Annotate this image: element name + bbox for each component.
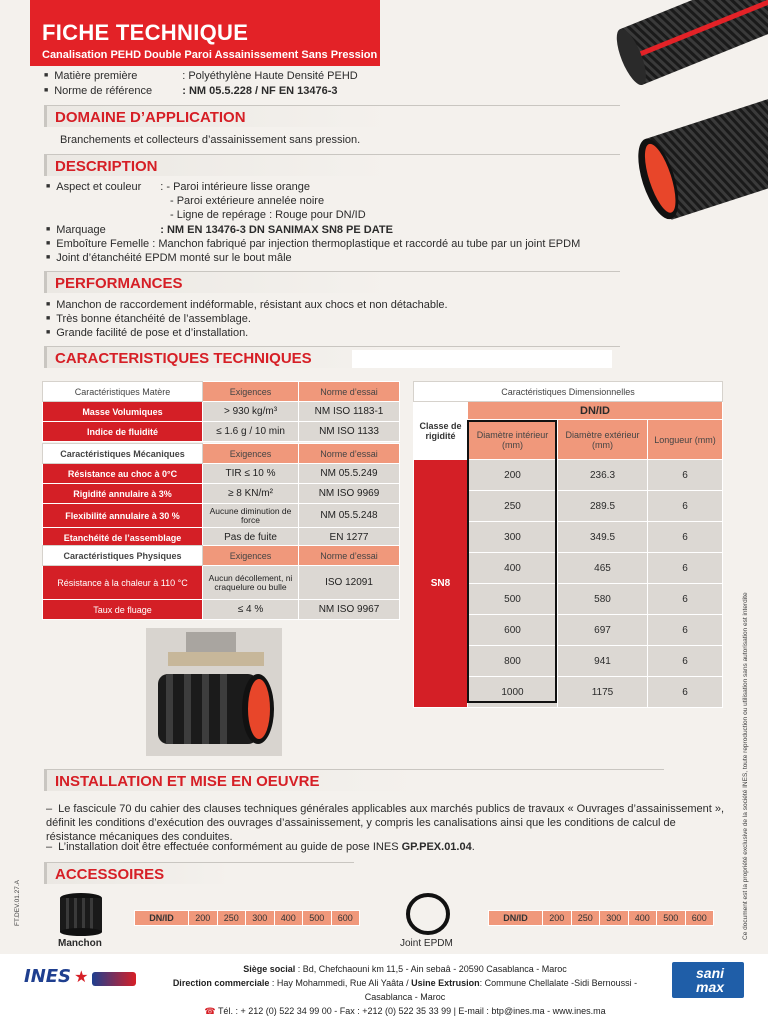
test-photo — [146, 628, 282, 756]
perf-item: ■ Très bonne étanchéité de l’assemblage. — [46, 312, 251, 326]
section-accessoires: ACCESSOIRES — [44, 862, 354, 884]
manchon-image — [58, 892, 104, 936]
table-row: Flexibilité annulaire à 30 % Aucune diminution de force NM 05.5.248 — [43, 504, 400, 528]
table-row: 400 465 6 — [414, 553, 723, 584]
meta-norme: ■ Norme de référence : NM 05.5.228 / NF EN 13476-3 — [44, 85, 338, 97]
section-performances: PERFORMANCES — [44, 271, 620, 293]
doc-reference: FT.DEV.01.27.A — [14, 880, 21, 927]
table-dimensionnelles: Caractéristiques Dimensionnelles Classe de rigidité DN/ID Diamètre intérieur (mm) Diamètre extérieur (mm) Longueur (mm) SN8 200 236.3 6 250 289.5 6 300 349.5 6 400 465 6 500 580 6 600 697 6 800 941 6 1000 1175 6 — [413, 381, 723, 708]
table-row: 250 289.5 6 — [414, 491, 723, 522]
page-subtitle: Canalisation PEHD Double Paroi Assainissement Sans Pression — [42, 49, 378, 61]
joint-image — [404, 892, 452, 936]
desc-emboiture: ■ Emboîture Femelle : Manchon fabriqué par injection thermoplastique et raccordé au tube par un joint EPDM — [46, 237, 580, 251]
desc-aspect-line3: - Ligne de repérage : Rouge pour DN/ID — [170, 209, 366, 221]
page-title: FICHE TECHNIQUE — [42, 20, 249, 45]
perf-item: ■ Grande facilité de pose et d’installation. — [46, 326, 248, 340]
table-row: 300 349.5 6 — [414, 522, 723, 553]
table-row: Masse Volumiques > 930 kg/m³ NM ISO 1183-1 — [43, 402, 400, 422]
phone-icon: ☎ — [204, 1006, 216, 1016]
copyright-note: Ce document est la propriété exclusive de la société INES, toute reproduction ou utilisation sans autorisation est interdite — [742, 592, 749, 940]
desc-aspect-line2: - Paroi extérieure annelée noire — [170, 195, 325, 207]
table-row: Résistance à la chaleur à 110 °C Aucun décollement, ni craquelure ou bulle ISO 12091 — [43, 566, 400, 600]
title-underlay — [352, 350, 612, 368]
footer-address: Siège social : Bd, Chefchaouni km 11,5 - Ain sebaâ - 20590 Casablanca - Maroc Direction commerciale : Hay Mohammedi, Rue Ali Yaâta / Usine Extrusion: Commune Chellalate -Sidi Bernoussi - Casablanca - Maroc ☎ Tél. : + 212 (0) 522 34 99 00 - Fax : +212 (0) 522 35 33 99 | E-mail : btp@ines.ma - www.ines.ma — [150, 962, 660, 1018]
table-mecaniques: Caractéristiques Mécaniques Exigences Norme d’essai Résistance au choc à 0°C TIR ≤ 10 % NM 05.5.249 Rigidité annulaire à 3% ≥ 8 KN/m² NM ISO 9969 Flexibilité annulaire à 30 % Aucune diminution de force NM 05.5.248 Etanchéité de l’assemblage Pas de fuite EN 1277 — [42, 443, 400, 548]
manchon-label: Manchon — [58, 938, 102, 949]
section-description: DESCRIPTION — [44, 154, 620, 176]
section-caracteristiques: CARACTERISTIQUES TECHNIQUES — [44, 346, 620, 368]
perf-item: ■ Manchon de raccordement indéformable, résistant aux chocs et non détachable. — [46, 298, 448, 312]
footer-contact: ☎ Tél. : + 212 (0) 522 34 99 00 - Fax : +212 (0) 522 35 33 99 | E-mail : btp@ines.ma - www.ines.ma — [204, 1006, 606, 1016]
manchon-dn-strip: DN/ID 200 250 300 400 500 600 — [134, 910, 360, 926]
table-row: 500 580 6 — [414, 584, 723, 615]
table-row: Rigidité annulaire à 3% ≥ 8 KN/m² NM ISO 9969 — [43, 484, 400, 504]
header-banner — [30, 0, 380, 66]
installation-p2: – L’installation doit être effectuée conformément au guide de pose INES GP.PEX.01.04. — [46, 841, 475, 853]
table-matiere: Caractéristiques Matère Exigences Norme d’essai Masse Volumiques > 930 kg/m³ NM ISO 1183-1 Indice de fluidité ≤ 1.6 g / 10 min NM ISO 1133 — [42, 381, 400, 442]
domaine-text: Branchements et collecteurs d’assainissement sans pression. — [60, 134, 361, 146]
sanimax-logo: sani max — [672, 962, 744, 998]
desc-joint: ■ Joint d’étanchéité EPDM monté sur le bout mâle — [46, 251, 292, 265]
ines-logo: INES ★ — [24, 966, 146, 998]
table-row: Etanchéité de l’assemblage Pas de fuite EN 1277 — [43, 528, 400, 548]
section-domaine: DOMAINE D’APPLICATION — [44, 105, 620, 127]
highlight-frame — [467, 420, 557, 703]
desc-marquage: ■ Marquage : NM EN 13476-3 DN SANIMAX SN8 PE DATE — [46, 223, 393, 237]
table-row: Indice de fluidité ≤ 1.6 g / 10 min NM ISO 1133 — [43, 422, 400, 442]
table-row: SN8 200 236.3 6 — [414, 460, 723, 491]
pipe-image — [600, 0, 768, 230]
joint-label: Joint EPDM — [400, 938, 453, 949]
meta-matiere: ■ Matière première : Polyéthylène Haute Densité PEHD — [44, 70, 358, 82]
table-row: 600 697 6 — [414, 615, 723, 646]
desc-aspect: ■ Aspect et couleur : - Paroi intérieure lisse orange — [46, 180, 310, 194]
joint-dn-strip: DN/ID 200 250 300 400 500 600 — [488, 910, 714, 926]
table-physiques: Caractéristiques Physiques Exigences Norme d’essai Résistance à la chaleur à 110 °C Aucun décollement, ni craquelure ou bulle ISO 12091 Taux de fluage ≤ 4 % NM ISO 9967 — [42, 545, 400, 620]
section-installation: INSTALLATION ET MISE EN OEUVRE — [44, 769, 664, 791]
table-row: Résistance au choc à 0°C TIR ≤ 10 % NM 05.5.249 — [43, 464, 400, 484]
installation-p1: – Le fascicule 70 du cahier des clauses techniques générales applicables aux marchés publics de travaux « Ouvrages d’assainissement », définit les conditions d’exécution des ouvrages d’assainissement, y compris les canalisations ainsi que les conditions de calcul de résistance mécaniques des conduites. — [46, 803, 725, 843]
table-row: Taux de fluage ≤ 4 % NM ISO 9967 — [43, 600, 400, 620]
table-row: 800 941 6 — [414, 646, 723, 677]
table-row: 1000 1175 6 — [414, 677, 723, 708]
